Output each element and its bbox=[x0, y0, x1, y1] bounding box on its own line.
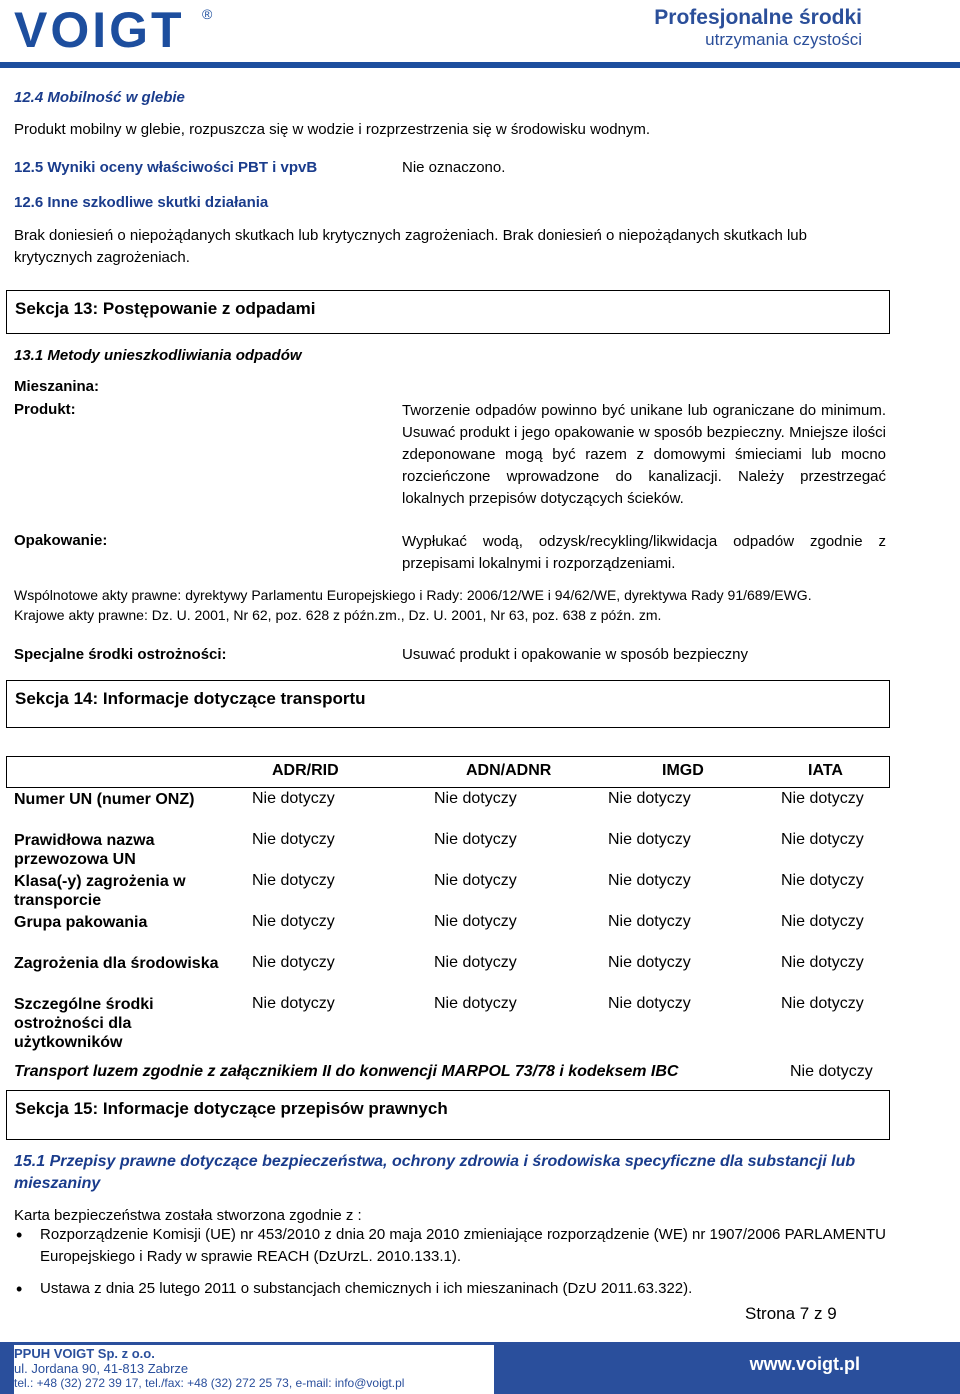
table-cell: Nie dotyczy bbox=[252, 995, 335, 1012]
company-logo: VOIGT bbox=[14, 2, 185, 58]
regulations-list bbox=[14, 1224, 886, 1302]
transport-table-header-box bbox=[6, 756, 890, 788]
section-13-box bbox=[6, 290, 890, 334]
section-14-title: Sekcja 14: Informacje dotyczące transportu bbox=[15, 689, 366, 708]
col-adn-adnr: ADN/ADNR bbox=[466, 762, 552, 779]
text-12-4: Produkt mobilny w glebie, rozpuszcza się w wodzie i rozprzestrzenia się w środowisku wodnym. bbox=[14, 121, 651, 138]
mixture-label: Mieszanina: bbox=[14, 378, 100, 395]
special-precautions-text: Usuwać produkt i opakowanie w sposób bezpieczny bbox=[402, 646, 749, 663]
table-cell: Nie dotyczy bbox=[608, 913, 691, 930]
row-label-un-number: Numer UN (numer ONZ) bbox=[14, 791, 195, 808]
footer-address: ul. Jordana 90, 41-813 Zabrze bbox=[14, 1361, 189, 1376]
table-cell: Nie dotyczy bbox=[252, 790, 335, 807]
table-cell: Nie dotyczy bbox=[252, 831, 335, 848]
section-13-title: Sekcja 13: Postępowanie z odpadami bbox=[15, 299, 316, 318]
footer-website-link[interactable]: www.voigt.pl bbox=[749, 1354, 860, 1374]
table-cell: Nie dotyczy bbox=[608, 954, 691, 971]
col-imgd: IMGD bbox=[662, 762, 704, 779]
product-label: Produkt: bbox=[14, 401, 76, 418]
table-cell: Nie dotyczy bbox=[434, 831, 517, 848]
table-cell: Nie dotyczy bbox=[434, 790, 517, 807]
list-item: • Ustawa z dnia 25 lutego 2011 o substancjach chemicznych i ich mieszaninach (DzU 2011.63.322). bbox=[14, 1278, 886, 1300]
registered-mark: ® bbox=[202, 6, 213, 22]
table-cell: Nie dotyczy bbox=[608, 995, 691, 1012]
list-item: • Rozporządzenie Komisji (UE) nr 453/2010 z dnia 20 maja 2010 zmieniające rozporządzenie (WE) nr 1907/2006 PARLAMENTU Europejskiego i Rady w sprawie REACH (DzUrzL. 2010.133.1). bbox=[14, 1224, 886, 1268]
row-label-packing-group: Grupa pakowania bbox=[14, 914, 148, 931]
eu-law-text: Wspólnotowe akty prawne: dyrektywy Parlamentu Europejskiego i Rady: 2006/12/WE i 94/62/WE, dyrektywa Rady 91/689/EWG. bbox=[14, 587, 812, 603]
table-cell: Nie dotyczy bbox=[252, 954, 335, 971]
col-iata: IATA bbox=[808, 762, 843, 779]
table-cell: Nie dotyczy bbox=[434, 995, 517, 1012]
page-number: Strona 7 z 9 bbox=[745, 1304, 837, 1323]
table-cell: Nie dotyczy bbox=[252, 872, 335, 889]
packaging-text: Wypłukać wodą, odzysk/recykling/likwidacja odpadów zgodnie z przepisami lokalnymi i rozporządzeniami. bbox=[402, 533, 886, 572]
row-label-special-precautions: Szczególne środki ostrożności dla użytkowników bbox=[14, 996, 154, 1051]
product-text: Tworzenie odpadów powinno być unikane lub ograniczane do minimum. Usuwać produkt i jego opakowanie w sposób bezpieczny. Mniejsze ilości zdeponowane mogą być razem z domowymi śmieciami lub mocno rozcieńczone wprowadzone do kanalizacji. Należy przestrzegać lokalnych przepisów dotyczących ścieków. bbox=[402, 402, 886, 507]
table-cell: Nie dotyczy bbox=[608, 790, 691, 807]
footer-company: PPUH VOIGT Sp. z o.o. bbox=[14, 1346, 155, 1361]
table-cell: Nie dotyczy bbox=[781, 831, 864, 848]
table-cell: Nie dotyczy bbox=[608, 872, 691, 889]
section-15-box bbox=[6, 1090, 890, 1140]
heading-12-6: 12.6 Inne szkodliwe skutki działania bbox=[14, 194, 269, 211]
row-label-shipping-name: Prawidłowa nazwa przewozowa UN bbox=[14, 832, 155, 868]
national-law-text: Krajowe akty prawne: Dz. U. 2001, Nr 62, poz. 628 z późn.zm., Dz. U. 2001, Nr 63, poz. 638 z późn. zm. bbox=[14, 607, 662, 623]
header-divider bbox=[0, 62, 960, 68]
col-adr-rid: ADR/RID bbox=[272, 762, 339, 779]
value-12-5: Nie oznaczono. bbox=[402, 159, 506, 176]
marpol-label: Transport luzem zgodnie z załącznikiem II do konwencji MARPOL 73/78 i kodeksem IBC bbox=[14, 1063, 679, 1080]
header-title: Profesjonalne środki bbox=[654, 6, 862, 29]
packaging-label: Opakowanie: bbox=[14, 532, 108, 549]
footer-contact: tel.: +48 (32) 272 39 17, tel./fax: +48 (32) 272 25 73, e-mail: info@voigt.pl bbox=[14, 1376, 405, 1390]
row-label-hazard-class: Klasa(-y) zagrożenia w transporcie bbox=[14, 873, 186, 909]
table-cell: Nie dotyczy bbox=[608, 831, 691, 848]
section-14-box bbox=[6, 680, 890, 728]
section-15-title: Sekcja 15: Informacje dotyczące przepisów prawnych bbox=[15, 1099, 448, 1118]
table-cell: Nie dotyczy bbox=[781, 913, 864, 930]
table-cell: Nie dotyczy bbox=[781, 790, 864, 807]
table-cell: Nie dotyczy bbox=[434, 954, 517, 971]
table-cell: Nie dotyczy bbox=[781, 954, 864, 971]
table-cell: Nie dotyczy bbox=[252, 913, 335, 930]
text-12-6: Brak doniesień o niepożądanych skutkach lub krytycznych zagrożeniach. Brak doniesień o niepożądanych skutkach lub krytycznych zagrożeniach. bbox=[14, 227, 807, 266]
table-cell: Nie dotyczy bbox=[434, 913, 517, 930]
heading-15-1: 15.1 Przepisy prawne dotyczące bezpieczeństwa, ochrony zdrowia i środowiska specyficzne dla substancji lub mieszaniny bbox=[14, 1153, 856, 1192]
header-subtitle: utrzymania czystości bbox=[705, 30, 862, 49]
table-cell: Nie dotyczy bbox=[434, 872, 517, 889]
table-cell: Nie dotyczy bbox=[781, 872, 864, 889]
row-label-environmental-hazards: Zagrożenia dla środowiska bbox=[14, 955, 219, 972]
marpol-value: Nie dotyczy bbox=[790, 1063, 873, 1080]
heading-13-1: 13.1 Metody unieszkodliwiania odpadów bbox=[14, 347, 302, 364]
heading-12-4: 12.4 Mobilność w glebie bbox=[14, 89, 185, 106]
special-precautions-label: Specjalne środki ostrożności: bbox=[14, 646, 227, 663]
table-cell: Nie dotyczy bbox=[781, 995, 864, 1012]
heading-12-5: 12.5 Wyniki oceny właściwości PBT i vpvB bbox=[14, 159, 318, 176]
sec15-intro: Karta bezpieczeństwa została stworzona zgodnie z : bbox=[14, 1207, 362, 1224]
